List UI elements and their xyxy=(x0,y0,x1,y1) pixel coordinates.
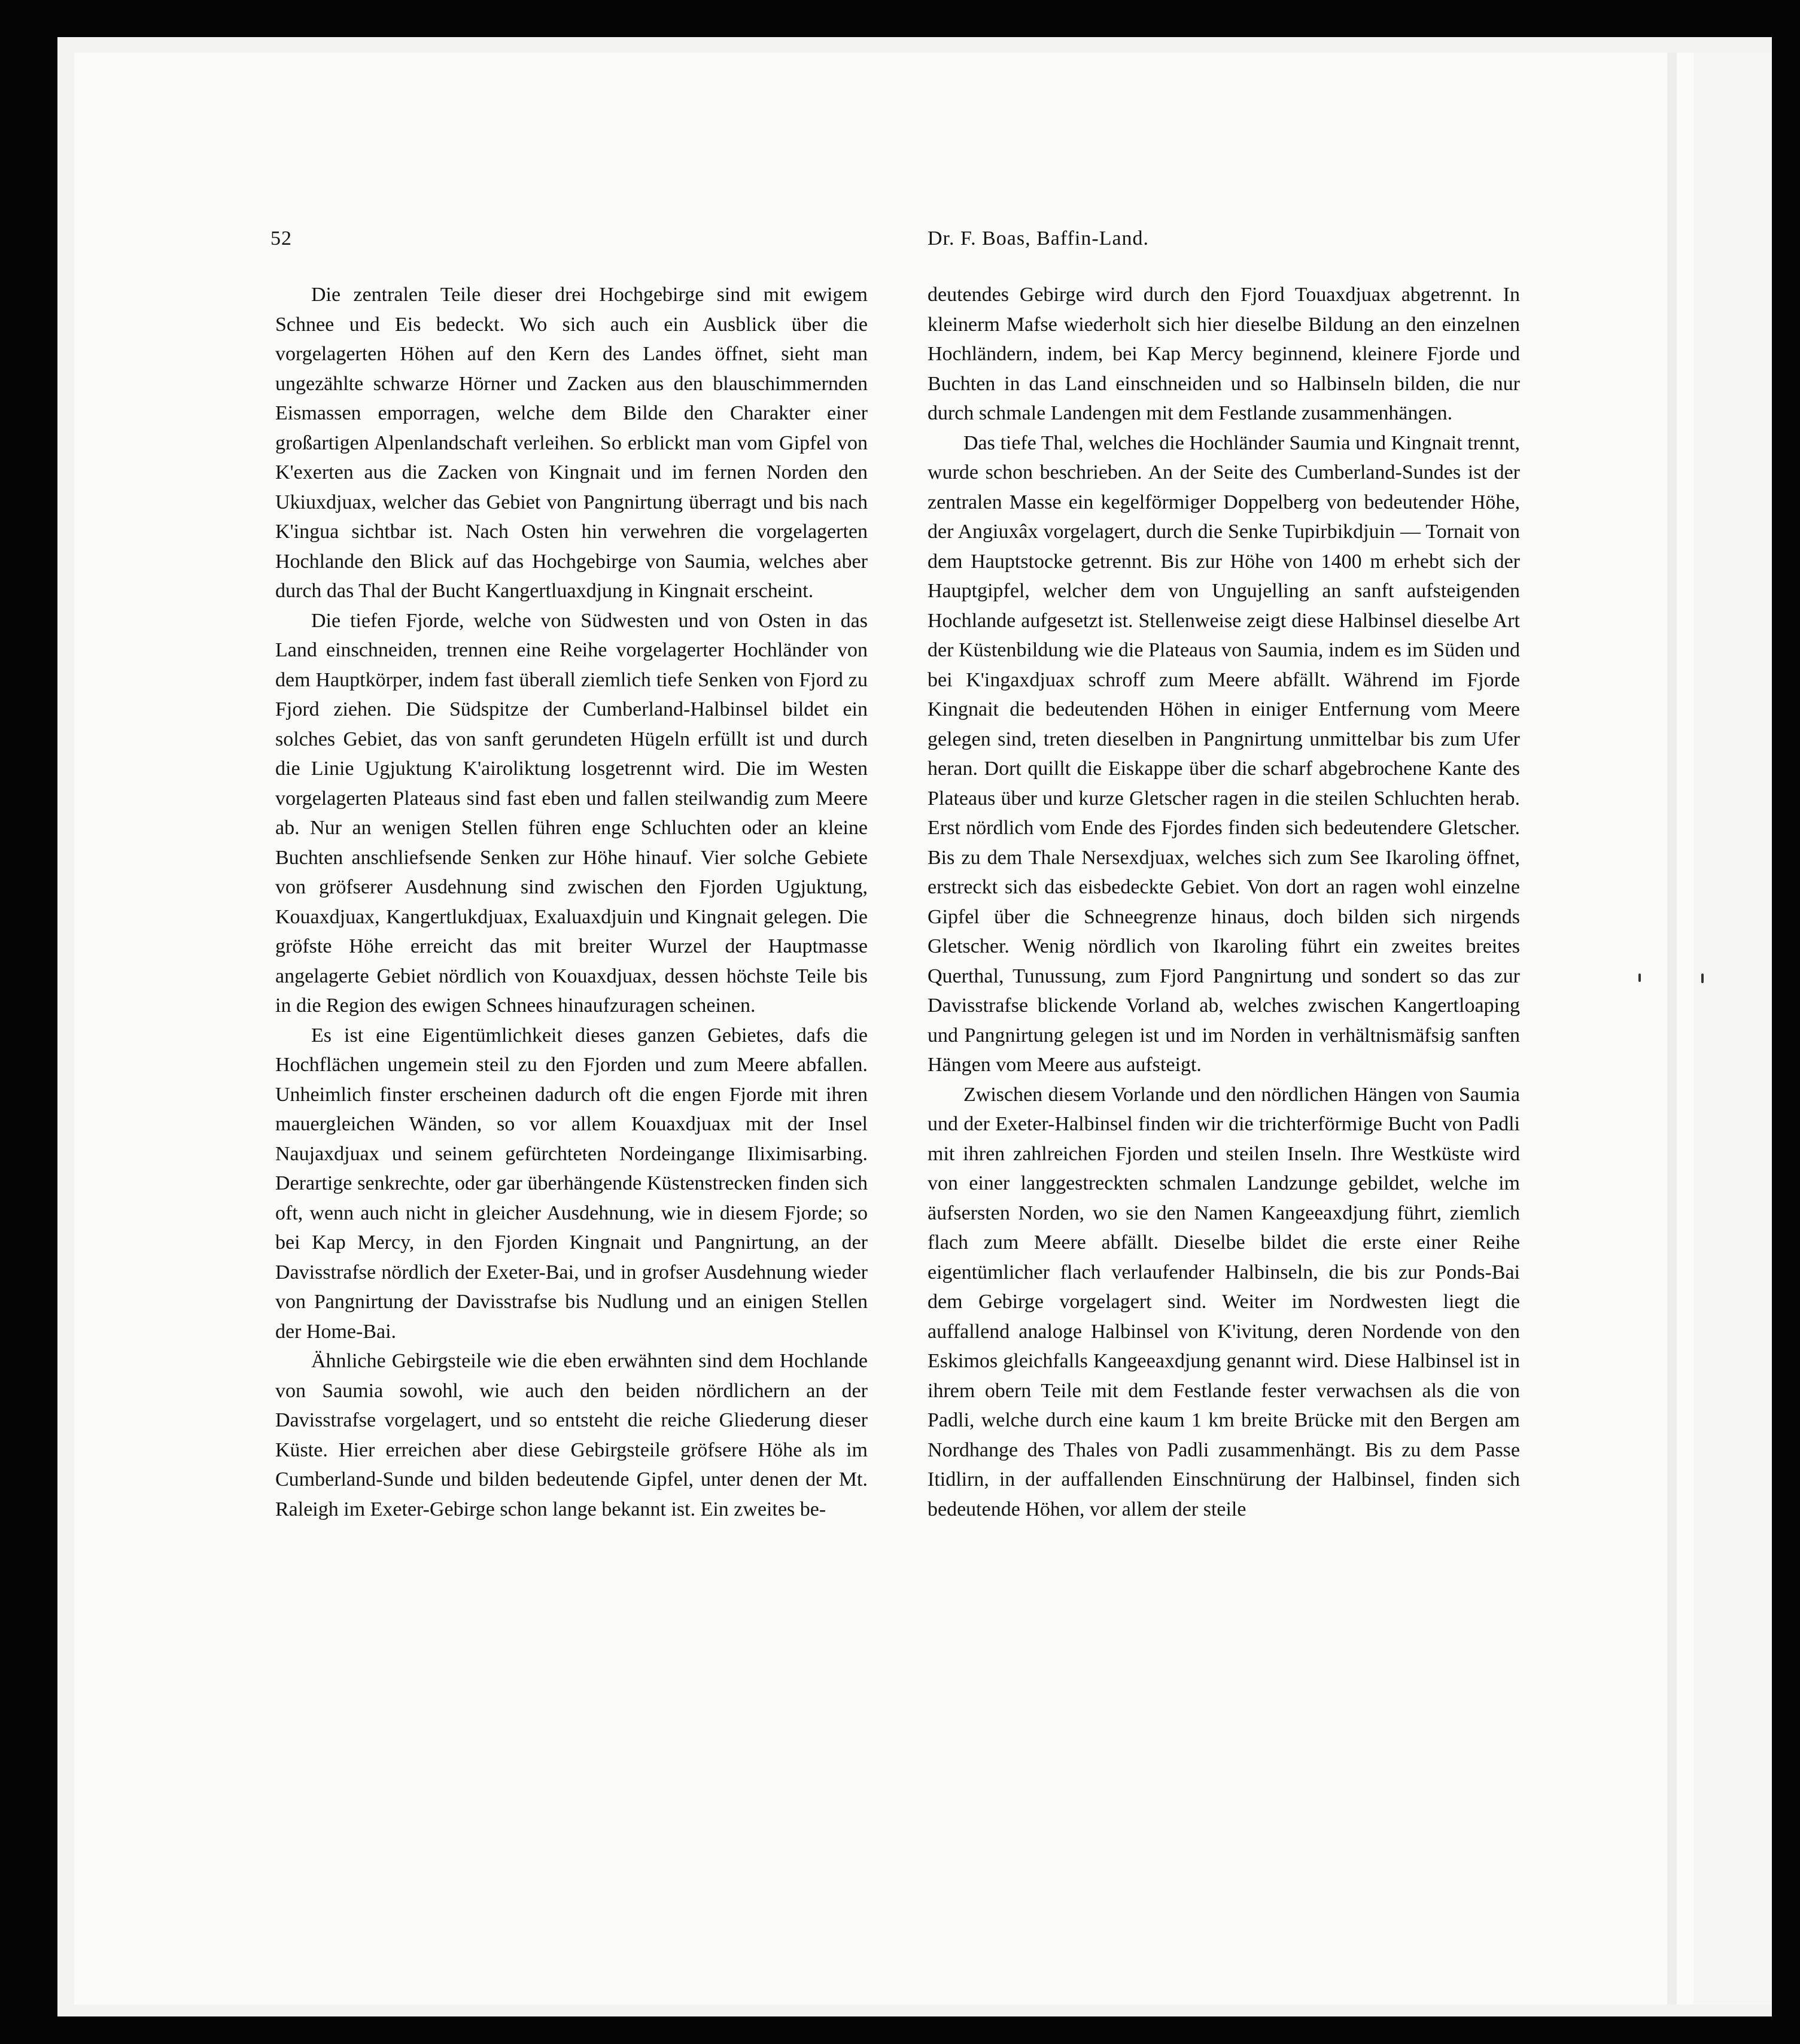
binding-shadow xyxy=(1667,53,1677,2005)
paragraph: Das tiefe Thal, welches die Hochländer Saumia und Kingnait trennt, wurde schon beschrieben. An der Seite des Cumberland-Sundes ist der zentralen Masse ein kegelförmiger Doppelberg von bedeutender Höhe, der Angiuxâx vorgelagert, durch die Senke Tupirbikdjuin — Tornait von dem Hauptstocke getrennt. Bis zur Höhe von 1400 m erhebt sich der Hauptgipfel, welcher dem von Ungujelling an sanft aufsteigenden Hochlande aufgesetzt ist. Stellenweise zeigt diese Halbinsel dieselbe Art der Küstenbildung wie die Plateaus von Saumia, indem es im Süden und bei K'ingaxdjuax schroff zum Meere abfällt. Während im Fjorde Kingnait die bedeutenden Höhen in einiger Entfernung vom Meere gelegen sind, treten dieselben in Pangnirtung unmittelbar bis zum Ufer heran. Dort quillt die Eiskappe über die scharf abgebrochene Kante des Plateaus über und kurze Gletscher ragen in die steilen Schluchten herab. Erst nördlich vom Ende des Fjordes finden sich bedeutendere Gletscher. Bis zu dem Thale Nersexdjuax, welches sich zum See Ikaroling öffnet, erstreckt sich das eisbedeckte Gebiet. Von dort an ragen wohl einzelne Gipfel über die Schneegrenze hinaus, doch bilden sich nirgends Gletscher. Wenig nördlich von Ikaroling führt ein zweites breites Querthal, Tunussung, zum Fjord Pangnirtung und sondert so das zur Davisstrafse blickende Vorland ab, welches zwischen Kangertloaping und Pangnirtung gelegen ist und im Norden in verhältnismäfsig sanften Hängen vom Meere aus aufsteigt. xyxy=(928,431,1520,1076)
page-number: 52 xyxy=(270,227,292,250)
paragraph: Die zentralen Teile dieser drei Hochgebirge sind mit ewigem Schnee und Eis bedeckt. Wo sich auch ein Ausblick über die vorgelagerten Höhen auf den Kern des Landes öffnet, sieht man ungezählte schwarze Hörner und Zacken aus den blauschimmernden Eismassen emporragen, welche dem Bilde den Charakter einer großartigen Alpenlandschaft verleihen. So erblickt man vom Gipfel von K'exerten aus die Zacken von Kingnait und im fernen Norden den Ukiuxdjuax, welcher das Gebiet von Pangnirtung überragt und bis nach K'ingua sichtbar ist. Nach Osten hin verwehren die vorgelagerten Hochlande den Blick auf das Hochgebirge von Saumia, welches aber durch das Thal der Bucht Kangertluaxdjung in Kingnait erscheint. xyxy=(275,284,868,602)
right-column xyxy=(928,280,1520,1524)
paragraph: Es ist eine Eigentümlichkeit dieses ganzen Gebietes, dafs die Hochflächen ungemein steil zu den Fjorden und zum Meere abfallen. Unheimlich finster erscheinen dadurch oft die engen Fjorde mit ihren mauergleichen Wänden, so vor allem Kouaxdjuax mit der Insel Naujaxdjuax und seinem gefürchteten Nordeingange Iliximisarbing. Derartige senkrechte, oder gar überhängende Küstenstrecken finden sich oft, wenn auch nicht in gleicher Ausdehnung, wie in diesem Fjorde; so bei Kap Mercy, in den Fjorden Kingnait und Pangnirtung, an der Davisstrafse nördlich der Exeter-Bai, und in grofser Ausdehnung wieder von Pangnirtung der Davisstrafse bis Nudlung und an einigen Stellen der Home-Bai. xyxy=(275,1024,868,1343)
running-header xyxy=(270,227,1525,263)
scan-speck xyxy=(1638,974,1641,982)
paragraph: deutendes Gebirge wird durch den Fjord Touaxdjuax abgetrennt. In kleinerm Mafse wiederholt sich hier dieselbe Bildung an den einzelnen Hochländern, indem, bei Kap Mercy beginnend, kleinere Fjorde und Buchten in das Land einschneiden und so Halbinseln bilden, die nur durch schmale Landengen mit dem Festlande zusammenhängen. xyxy=(928,284,1520,424)
scan-speck xyxy=(1701,974,1704,983)
paragraph: Ähnliche Gebirgsteile wie die eben erwähnten sind dem Hochlande von Saumia sowohl, wie auch den beiden nördlichern an der Davisstrafse vorgelagert, und so entsteht die reiche Gliederung dieser Küste. Hier erreichen aber diese Gebirgsteile gröfsere Höhe als im Cumberland-Sunde und bilden bedeutende Gipfel, unter denen der Mt. Raleigh im Exeter-Gebirge schon lange bekannt ist. Ein zweites be- xyxy=(275,1350,868,1520)
running-title: Dr. F. Boas, Baffin-Land. xyxy=(927,227,1150,250)
paragraph: Zwischen diesem Vorlande und den nördlichen Hängen von Saumia und der Exeter-Halbinsel finden wir die trichterförmige Bucht von Padli mit ihren zahlreichen Fjorden und steilen Inseln. Ihre Westküste wird von einer langgestreckten schmalen Landzunge gebildet, welche im äufsersten Norden, wo sie den Namen Kangeeaxdjung führt, ziemlich flach zum Meere abfällt. Dieselbe bildet die erste einer Reihe eigentümlicher flach verlaufender Halbinseln, die bis zur Ponds-Bai dem Gebirge vorgelagert sind. Weiter im Nordwesten liegt die auffallend analoge Halbinsel von K'ivitung, deren Nordende von den Eskimos gleichfalls Kangeeaxdjung genannt wird. Diese Halbinsel ist in ihrem obern Teile mit dem Festlande fester verwachsen als die von Padli, welche durch eine kaum 1 km breite Brücke mit den Bergen am Nordhange des Thales von Padli zusammenhängt. Bis zu dem Passe Itidlirn, in der auffallenden Einschnürung der Halbinsel, finden sich bedeutende Höhen, vor allem der steile xyxy=(928,1083,1520,1520)
paragraph: Die tiefen Fjorde, welche von Südwesten und von Osten in das Land einschneiden, trennen eine Reihe vorgelagerter Hochländer von dem Hauptkörper, indem fast überall ziemlich tiefe Senken von Fjord zu Fjord ziehen. Die Südspitze der Cumberland-Halbinsel bildet ein solches Gebiet, das von sanft gerundeten Hügeln erfüllt ist und durch die Linie Ugjuktung K'airoliktung losgetrennt wird. Die im Westen vorgelagerten Plateaus sind fast eben und fallen steilwandig zum Meere ab. Nur an wenigen Stellen führen enge Schluchten oder an kleine Buchten anschliefsende Senken zur Höhe hinauf. Vier solche Gebiete von gröfserer Ausdehnung sind zwischen den Fjorden Ugjuktung, Kouaxdjuax, Kangertlukdjuax, Exaluaxdjuin und Kingnait gelegen. Die gröfste Höhe erreicht das mit breiter Wurzel der Hauptmasse angelagerte Gebiet nördlich von Kouaxdjuax, dessen höchste Teile bis in die Region des ewigen Schnees hinaufzuragen scheinen. xyxy=(275,609,868,1017)
page-margin-strip xyxy=(1693,53,1771,2005)
left-column xyxy=(275,280,868,1524)
